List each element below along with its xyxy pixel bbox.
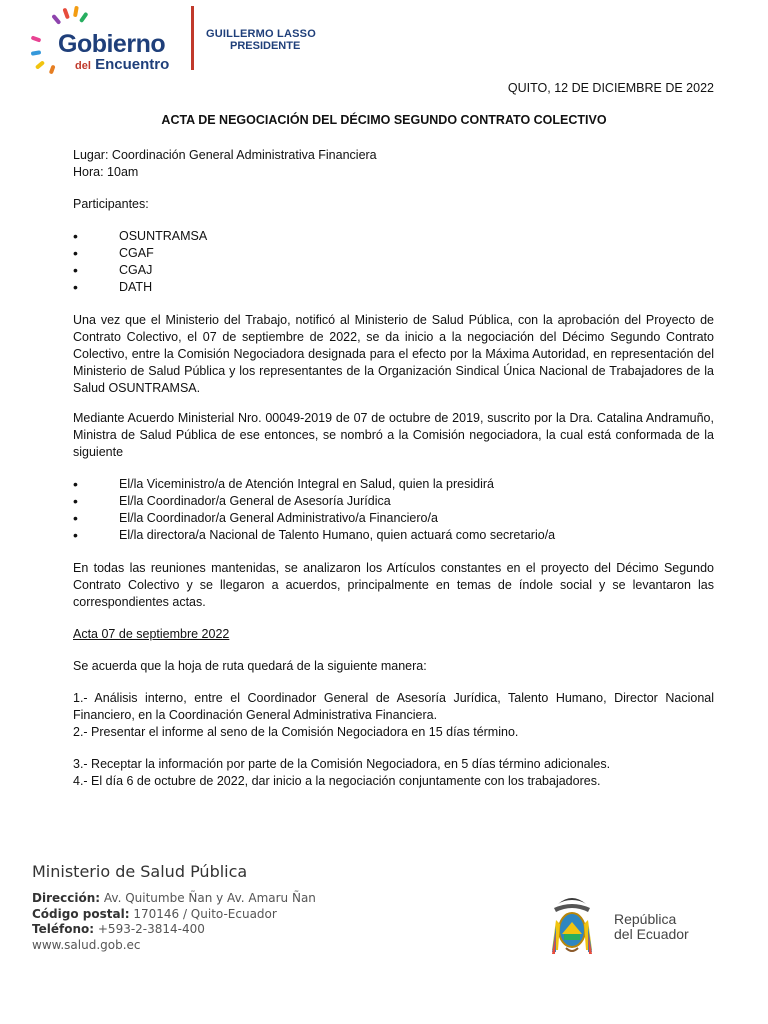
- ministry-name: Ministerio de Salud Pública: [32, 862, 248, 881]
- phone-line: Teléfono: +593-2-3814-400: [32, 922, 205, 936]
- list-item: • OSUNTRAMSA: [73, 228, 714, 245]
- republica-del-ecuador-label: República del Ecuador: [614, 911, 689, 942]
- list-item: • CGAF: [73, 245, 714, 262]
- meeting-info: [73, 147, 714, 181]
- document-date: QUITO, 12 DE DICIEMBRE DE 2022: [507, 81, 714, 95]
- agreement-intro: Se acuerda que la hoja de ruta quedará de la siguiente manera:: [73, 659, 427, 673]
- president-name: GUILLERMO LASSO: [206, 28, 316, 40]
- paragraph-intro: Una vez que el Ministerio del Trabajo, notificó al Ministerio de Salud Pública, con la aprobación del Proyecto de Contrato Colectivo, el 07 de septiembre de 2022, se da inicio a la negociación del Décimo Segundo Contrato Colectivo, entre la Comisión Negociadora designada para el efecto por la Máxima Autoridad, en representación del Ministerio de Salud Pública y los representantes de la Organización Sindical Única Nacional de Trabajadores de la Salud OSUNTRAMSA.: [73, 313, 714, 395]
- postal-line: Código postal: 170146 / Quito-Ecuador: [32, 906, 277, 921]
- list-item: • El/la Coordinador/a General Administrativo/a Financiero/a: [73, 510, 714, 527]
- steps-group-2: [73, 756, 714, 790]
- header-divider: [191, 6, 194, 70]
- meeting-place: Lugar: Coordinación General Administrativa Financiera: [73, 148, 377, 162]
- footer-contact: [32, 862, 316, 953]
- list-item: • DATH: [73, 279, 714, 296]
- step-4: 4.- El día 6 de octubre de 2022, dar inicio a la negociación conjuntamente con los trabajadores.: [73, 774, 601, 788]
- president-title: PRESIDENTE: [230, 40, 301, 52]
- step-3: 3.- Receptar la información por parte de la Comisión Negociadora, en 5 días término adicionales.: [73, 757, 611, 771]
- meeting-time: Hora: 10am: [73, 165, 139, 179]
- website-link[interactable]: www.salud.gob.ec: [32, 937, 141, 952]
- paragraph-reuniones: En todas las reuniones mantenidas, se analizaron los Artículos constantes en el proyecto del Décimo Segundo Contrato Colectivo y se llegaron a acuerdos, principalmente en temas de índole social y se levantaron las correspondientes actas.: [73, 561, 714, 609]
- list-item: • El/la Coordinador/a General de Asesoría Jurídica: [73, 493, 714, 510]
- list-item: • El/la directora/a Nacional de Talento Humano, quien actuará como secretario/a: [73, 527, 714, 544]
- logo-gobierno-text: Gobierno: [58, 30, 166, 58]
- commission-list: [73, 476, 714, 544]
- participants-list: [73, 228, 714, 296]
- logo-encuentro-text: del Encuentro: [75, 56, 170, 73]
- paragraph-acuerdo: Mediante Acuerdo Ministerial Nro. 00049-2019 de 07 de octubre de 2019, suscrito por la Dra. Catalina Andramuño, Ministra de Salud Pública de ese entonces, se nombró a la Comisión negociadora, la cual está conformada de la siguiente: [73, 411, 714, 459]
- document-title: ACTA DE NEGOCIACIÓN DEL DÉCIMO SEGUNDO CONTRATO COLECTIVO: [161, 113, 607, 127]
- step-1: 1.- Análisis interno, entre el Coordinador General de Asesoría Jurídica, Talento Humano, Director Nacional Financiero, en la Coordinación General Administrativa Financiera.: [73, 691, 714, 722]
- list-item: • El/la Viceministro/a de Atención Integral en Salud, quien la presidirá: [73, 476, 714, 493]
- address-line: Dirección: Av. Quitumbe Ñan y Av. Amaru Ñan: [32, 891, 316, 905]
- list-item: • CGAJ: [73, 262, 714, 279]
- acta-heading: Acta 07 de septiembre 2022: [73, 627, 230, 641]
- gobierno-logo: [30, 4, 190, 74]
- participants-label: Participantes:: [73, 197, 149, 211]
- step-2: 2.- Presentar el informe al seno de la Comisión Negociadora en 15 días término.: [73, 725, 519, 739]
- steps-group-1: [73, 690, 714, 741]
